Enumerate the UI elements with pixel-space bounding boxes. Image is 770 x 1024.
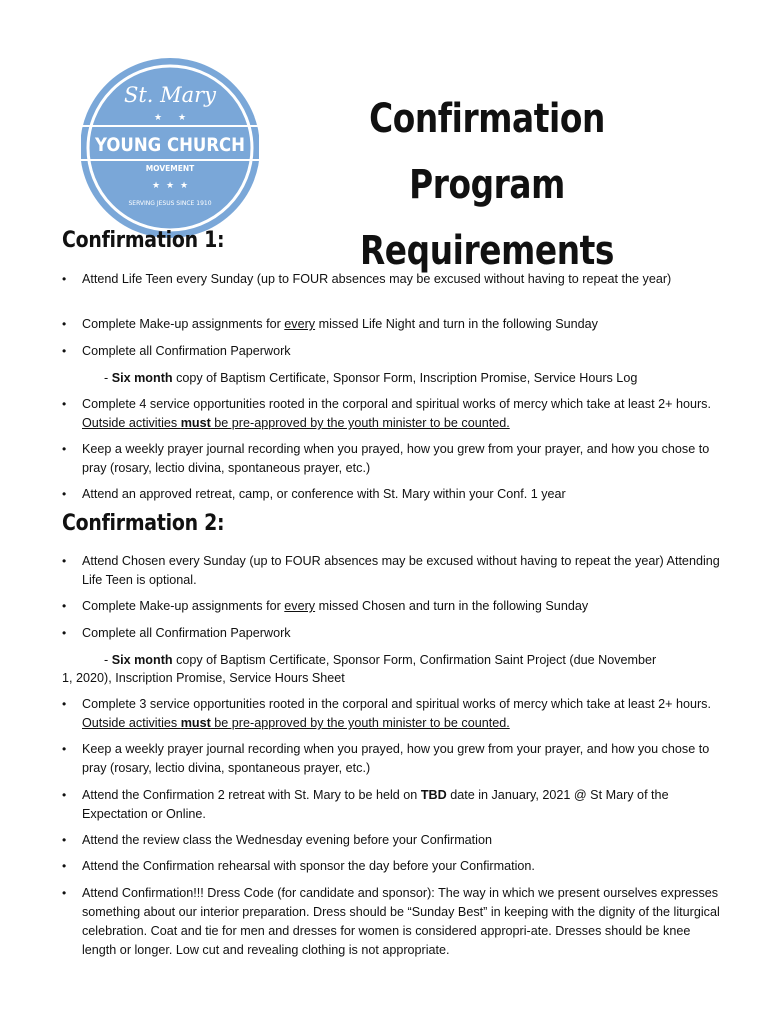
bullet-icon: •: [62, 344, 67, 358]
conf1-item-3: Complete all Confirmation Paperwork: [82, 344, 291, 358]
bullet-icon: •: [62, 697, 67, 711]
conf1-item-2: Complete Make-up assignments for every missed Life Night and turn in the following Sunday: [82, 317, 598, 331]
bullet-icon: •: [62, 886, 67, 900]
bullet-icon: •: [62, 397, 67, 411]
conf1-item-5: Keep a weekly prayer journal recording when you prayed, how you grew from your prayer, and how you chose to pray (rosary, lectio divina, spontaneous prayer, etc.): [82, 442, 710, 475]
bullet-icon: •: [62, 272, 67, 286]
conf2-item-1: Attend Chosen every Sunday (up to FOUR absences may be excused without having to repeat the year) Attending Life Teen is optional.: [82, 554, 720, 587]
bullet-icon: •: [62, 626, 67, 640]
page-title: [319, 86, 655, 284]
conf2-item-7: Attend the review class the Wednesday evening before your Confirmation: [82, 833, 492, 847]
conf1-item-4: Complete 4 service opportunities rooted in the corporal and spiritual works of mercy which take at least 2+ hours. Outside activities must be pre-approved by the youth minister to be counted.: [82, 397, 711, 430]
star-icon: ★: [179, 180, 189, 190]
title-line-1: Confirmation Program: [369, 96, 605, 208]
bullet-icon: •: [62, 442, 67, 456]
conf2-paperwork-detail: - Six month copy of Baptism Certificate, Sponsor Form, Confirmation Saint Project (due November: [104, 653, 657, 667]
bullet-icon: •: [62, 788, 67, 802]
conf2-item-5: Keep a weekly prayer journal recording when you prayed, how you grew from your prayer, and how you chose to pray (rosary, lectio divina, spontaneous prayer, etc.): [82, 742, 710, 775]
st-mary-young-church-logo: [78, 56, 262, 240]
conf2-item-6: Attend the Confirmation 2 retreat with St. Mary to be held on TBD date in January, 2021 @ St Mary of the Expectation or Online.: [82, 788, 669, 821]
conf2-paperwork-detail-cont: 1, 2020), Inscription Promise, Service Hours Sheet: [62, 671, 345, 685]
star-icon: ★: [153, 112, 163, 122]
logo-title: YOUNG CHURCH: [94, 134, 246, 156]
conf1-item-1: Attend Life Teen every Sunday (up to FOUR absences may be excused without having to repeat the year): [82, 272, 672, 286]
bullet-icon: •: [62, 833, 67, 847]
conf2-item-2: Complete Make-up assignments for every missed Chosen and turn in the following Sunday: [82, 599, 589, 613]
conf1-paperwork-detail: - Six month copy of Baptism Certificate, Sponsor Form, Inscription Promise, Service Hours Log: [104, 371, 638, 385]
confirmation-1-heading: Confirmation 1:: [62, 228, 225, 253]
bullet-icon: •: [62, 487, 67, 501]
logo-subtitle: MOVEMENT: [145, 164, 195, 173]
confirmation-2-heading: Confirmation 2:: [62, 511, 225, 536]
conf2-item-3: Complete all Confirmation Paperwork: [82, 626, 291, 640]
conf2-item-9: Attend Confirmation!!! Dress Code (for candidate and sponsor): The way in which we present ourselves expresses something about our interior preparation. Dress should be “Sunday Best” in keeping with the dignity of the liturgical celebration. Coat and tie for men and dresses for women is considered appropri-ate. Dresses should be knee length or longer. Low cut and revealing clothing is not appropriate.: [82, 886, 720, 957]
bullet-icon: •: [62, 742, 67, 756]
star-icon: ★: [177, 112, 187, 122]
conf2-item-8: Attend the Confirmation rehearsal with sponsor the day before your Confirmation.: [82, 859, 535, 873]
bullet-icon: •: [62, 554, 67, 568]
star-icon: ★: [151, 180, 161, 190]
logo-tagline: SERVING JESUS SINCE 1910: [128, 200, 212, 207]
bullet-icon: •: [62, 317, 67, 331]
bullet-icon: •: [62, 859, 67, 873]
logo-name: St. Mary: [123, 83, 217, 107]
title-line-2: Requirements: [359, 228, 615, 274]
conf1-item-6: Attend an approved retreat, camp, or conference with St. Mary within your Conf. 1 year: [82, 487, 566, 501]
star-icon: ★: [165, 180, 175, 190]
conf2-item-4: Complete 3 service opportunities rooted in the corporal and spiritual works of mercy which take at least 2+ hours. Outside activities must be pre-approved by the youth minister to be counted.: [82, 697, 711, 730]
bullet-icon: •: [62, 599, 67, 613]
